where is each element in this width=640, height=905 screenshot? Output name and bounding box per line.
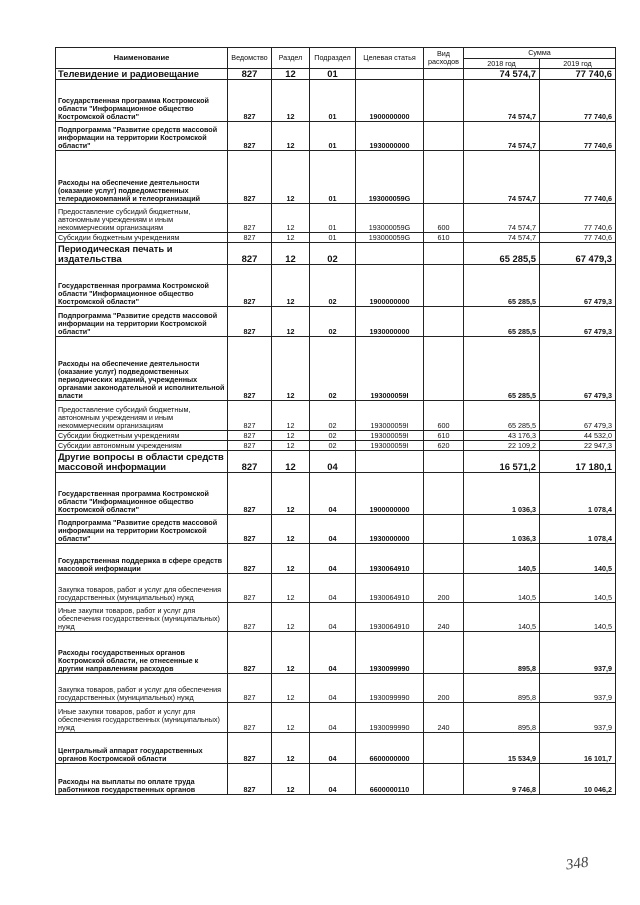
table-row: [56, 674, 616, 703]
cell-razdel: 12: [272, 544, 310, 574]
cell-vedomstvo: 827: [228, 337, 272, 401]
cell-celevaya-statya: 1930000000: [356, 122, 424, 151]
budget-table: [55, 47, 616, 795]
header-podrazdel: Подраздел: [310, 48, 356, 69]
cell-vid-rashodov: 200: [424, 674, 464, 703]
cell-vedomstvo: 827: [228, 441, 272, 451]
table-row: [56, 473, 616, 515]
cell-vedomstvo: 827: [228, 632, 272, 674]
cell-name: Расходы на обеспечение деятельности (оказание услуг) подведомственных периодических изданий, учрежденных органами законодательной и исполнительной власти: [56, 337, 228, 401]
cell-sum-2019: 44 532,0: [540, 431, 616, 441]
table-row: [56, 441, 616, 451]
cell-razdel: 12: [272, 764, 310, 795]
header-razdel: Раздел: [272, 48, 310, 69]
cell-sum-2019: 937,9: [540, 632, 616, 674]
table-row: [56, 151, 616, 204]
cell-razdel: 12: [272, 243, 310, 265]
table-row: [56, 307, 616, 337]
cell-celevaya-statya: 1930064910: [356, 544, 424, 574]
cell-name: Иные закупки товаров, работ и услуг для обеспечения государственных (муниципальных) нужд: [56, 603, 228, 632]
cell-celevaya-statya: [356, 69, 424, 80]
cell-podrazdel: 04: [310, 574, 356, 603]
cell-razdel: 12: [272, 204, 310, 233]
cell-podrazdel: 02: [310, 337, 356, 401]
cell-celevaya-statya: 1930064910: [356, 574, 424, 603]
cell-razdel: 12: [272, 307, 310, 337]
header-celevaya-statya: Целевая статья: [356, 48, 424, 69]
cell-sum-2019: 67 479,3: [540, 243, 616, 265]
cell-sum-2018: 65 285,5: [464, 307, 540, 337]
cell-vid-rashodov: [424, 544, 464, 574]
cell-razdel: 12: [272, 733, 310, 764]
cell-name: Периодическая печать и издательства: [56, 243, 228, 265]
cell-sum-2018: 895,8: [464, 674, 540, 703]
cell-celevaya-statya: 6600000110: [356, 764, 424, 795]
cell-vedomstvo: 827: [228, 265, 272, 307]
table-row: [56, 574, 616, 603]
table-row: [56, 337, 616, 401]
cell-razdel: 12: [272, 603, 310, 632]
table-row: [56, 764, 616, 795]
cell-razdel: 12: [272, 401, 310, 431]
header-vedomstvo: Ведомство: [228, 48, 272, 69]
table-row: [56, 204, 616, 233]
header-name: Наименование: [56, 48, 228, 69]
cell-sum-2019: 140,5: [540, 574, 616, 603]
cell-podrazdel: 01: [310, 80, 356, 122]
cell-celevaya-statya: 1900000000: [356, 265, 424, 307]
cell-sum-2018: 140,5: [464, 603, 540, 632]
cell-vedomstvo: 827: [228, 80, 272, 122]
cell-name: Субсидии бюджетным учреждениям: [56, 431, 228, 441]
cell-celevaya-statya: 193000059G: [356, 233, 424, 243]
cell-sum-2019: 67 479,3: [540, 265, 616, 307]
cell-sum-2018: 74 574,7: [464, 233, 540, 243]
cell-razdel: 12: [272, 69, 310, 80]
cell-sum-2018: 22 109,2: [464, 441, 540, 451]
cell-name: Подпрограмма "Развитие средств массовой информации на территории Костромской области": [56, 122, 228, 151]
cell-celevaya-statya: 1930000000: [356, 515, 424, 544]
cell-razdel: 12: [272, 265, 310, 307]
cell-name: Предоставление субсидий бюджетным, автономным учреждениям и иным некоммерческим организациям: [56, 401, 228, 431]
cell-razdel: 12: [272, 233, 310, 243]
cell-sum-2019: 77 740,6: [540, 80, 616, 122]
cell-vid-rashodov: [424, 733, 464, 764]
cell-sum-2018: 895,8: [464, 632, 540, 674]
cell-sum-2018: 74 574,7: [464, 69, 540, 80]
cell-podrazdel: 02: [310, 431, 356, 441]
cell-name: Государственная программа Костромской области "Информационное общество Костромской области": [56, 265, 228, 307]
cell-podrazdel: 01: [310, 204, 356, 233]
cell-name: Закупка товаров, работ и услуг для обеспечения государственных (муниципальных) нужд: [56, 674, 228, 703]
cell-name: Субсидии бюджетным учреждениям: [56, 233, 228, 243]
cell-celevaya-statya: 1900000000: [356, 473, 424, 515]
cell-sum-2019: 67 479,3: [540, 401, 616, 431]
cell-sum-2018: 43 176,3: [464, 431, 540, 441]
cell-vedomstvo: 827: [228, 204, 272, 233]
header-summa: Сумма: [464, 48, 616, 59]
cell-vid-rashodov: 200: [424, 574, 464, 603]
cell-sum-2018: 74 574,7: [464, 151, 540, 204]
table-row: [56, 733, 616, 764]
cell-vid-rashodov: [424, 307, 464, 337]
table-row: [56, 431, 616, 441]
table-row: [56, 603, 616, 632]
cell-vedomstvo: 827: [228, 122, 272, 151]
cell-razdel: 12: [272, 441, 310, 451]
cell-podrazdel: 02: [310, 243, 356, 265]
cell-podrazdel: 04: [310, 632, 356, 674]
cell-vedomstvo: 827: [228, 473, 272, 515]
cell-vedomstvo: 827: [228, 733, 272, 764]
cell-vid-rashodov: [424, 632, 464, 674]
cell-sum-2018: 74 574,7: [464, 204, 540, 233]
cell-podrazdel: 04: [310, 703, 356, 733]
cell-sum-2018: 1 036,3: [464, 515, 540, 544]
cell-vid-rashodov: 610: [424, 233, 464, 243]
cell-sum-2019: 67 479,3: [540, 337, 616, 401]
cell-podrazdel: 01: [310, 233, 356, 243]
cell-sum-2018: 16 571,2: [464, 451, 540, 473]
cell-vid-rashodov: [424, 243, 464, 265]
cell-podrazdel: 02: [310, 441, 356, 451]
cell-name: Расходы государственных органов Костромской области, не отнесенные к другим направлениям расходов: [56, 632, 228, 674]
table-row: [56, 265, 616, 307]
cell-sum-2019: 937,9: [540, 674, 616, 703]
cell-podrazdel: 02: [310, 307, 356, 337]
cell-podrazdel: 04: [310, 674, 356, 703]
cell-vid-rashodov: [424, 122, 464, 151]
table-row: [56, 632, 616, 674]
cell-sum-2019: 16 101,7: [540, 733, 616, 764]
cell-razdel: 12: [272, 337, 310, 401]
cell-vid-rashodov: 240: [424, 703, 464, 733]
table-row: [56, 69, 616, 80]
cell-vid-rashodov: [424, 451, 464, 473]
cell-name: Центральный аппарат государственных органов Костромской области: [56, 733, 228, 764]
cell-vedomstvo: 827: [228, 674, 272, 703]
cell-podrazdel: 04: [310, 515, 356, 544]
cell-podrazdel: 01: [310, 122, 356, 151]
cell-name: Расходы на обеспечение деятельности (оказание услуг) подведомственных телерадиокомпаний и телеорганизаций: [56, 151, 228, 204]
table-body: [56, 69, 616, 795]
table-row: [56, 233, 616, 243]
header-year-2018: 2018 год: [464, 59, 540, 69]
cell-celevaya-statya: 1930099990: [356, 632, 424, 674]
cell-vid-rashodov: [424, 80, 464, 122]
cell-vedomstvo: 827: [228, 431, 272, 441]
cell-sum-2018: 65 285,5: [464, 265, 540, 307]
cell-sum-2019: 77 740,6: [540, 204, 616, 233]
cell-name: Предоставление субсидий бюджетным, автономным учреждениям и иным некоммерческим организациям: [56, 204, 228, 233]
header-year-2019: 2019 год: [540, 59, 616, 69]
cell-vid-rashodov: [424, 69, 464, 80]
cell-vid-rashodov: 600: [424, 204, 464, 233]
table-header: [56, 48, 616, 69]
cell-podrazdel: 01: [310, 151, 356, 204]
cell-name: Субсидии автономным учреждениям: [56, 441, 228, 451]
cell-vid-rashodov: [424, 473, 464, 515]
cell-name: Иные закупки товаров, работ и услуг для обеспечения государственных (муниципальных) нужд: [56, 703, 228, 733]
cell-podrazdel: 04: [310, 544, 356, 574]
cell-sum-2018: 74 574,7: [464, 122, 540, 151]
cell-sum-2018: 65 285,5: [464, 243, 540, 265]
cell-vedomstvo: 827: [228, 151, 272, 204]
cell-name: Государственная программа Костромской области "Информационное общество Костромской области": [56, 473, 228, 515]
cell-podrazdel: 02: [310, 265, 356, 307]
cell-sum-2019: 17 180,1: [540, 451, 616, 473]
cell-podrazdel: 04: [310, 764, 356, 795]
cell-vedomstvo: 827: [228, 515, 272, 544]
cell-sum-2019: 140,5: [540, 544, 616, 574]
cell-podrazdel: 04: [310, 733, 356, 764]
cell-name: Телевидение и радиовещание: [56, 69, 228, 80]
table-row: [56, 451, 616, 473]
cell-sum-2019: 1 078,4: [540, 515, 616, 544]
cell-vid-rashodov: [424, 515, 464, 544]
cell-name: Другие вопросы в области средств массовой информации: [56, 451, 228, 473]
cell-sum-2018: 140,5: [464, 544, 540, 574]
page-number: 348: [564, 854, 590, 874]
cell-name: Подпрограмма "Развитие средств массовой информации на территории Костромской области": [56, 307, 228, 337]
cell-sum-2019: 77 740,6: [540, 69, 616, 80]
cell-sum-2019: 22 947,3: [540, 441, 616, 451]
cell-name: Государственная поддержка в сфере средств массовой информации: [56, 544, 228, 574]
cell-vid-rashodov: 620: [424, 441, 464, 451]
cell-podrazdel: 01: [310, 69, 356, 80]
cell-razdel: 12: [272, 515, 310, 544]
cell-celevaya-statya: 6600000000: [356, 733, 424, 764]
cell-razdel: 12: [272, 473, 310, 515]
cell-razdel: 12: [272, 574, 310, 603]
table-row: [56, 515, 616, 544]
cell-vedomstvo: 827: [228, 69, 272, 80]
table-row: [56, 703, 616, 733]
cell-sum-2019: 1 078,4: [540, 473, 616, 515]
cell-sum-2019: 140,5: [540, 603, 616, 632]
cell-vedomstvo: 827: [228, 307, 272, 337]
cell-sum-2018: 15 534,9: [464, 733, 540, 764]
cell-sum-2018: 140,5: [464, 574, 540, 603]
cell-vid-rashodov: 610: [424, 431, 464, 441]
cell-razdel: 12: [272, 151, 310, 204]
budget-table-sheet: [55, 47, 615, 795]
cell-celevaya-statya: 193000059G: [356, 204, 424, 233]
cell-podrazdel: 04: [310, 603, 356, 632]
table-row: [56, 243, 616, 265]
cell-podrazdel: 04: [310, 473, 356, 515]
cell-sum-2019: 67 479,3: [540, 307, 616, 337]
header-vid-rashodov: Вид расходов: [424, 48, 464, 69]
cell-razdel: 12: [272, 122, 310, 151]
cell-vedomstvo: 827: [228, 764, 272, 795]
cell-celevaya-statya: 193000059I: [356, 441, 424, 451]
cell-vedomstvo: 827: [228, 603, 272, 632]
cell-vid-rashodov: [424, 764, 464, 795]
cell-vid-rashodov: 240: [424, 603, 464, 632]
cell-name: Подпрограмма "Развитие средств массовой информации на территории Костромской области": [56, 515, 228, 544]
cell-celevaya-statya: [356, 243, 424, 265]
cell-sum-2018: 65 285,5: [464, 401, 540, 431]
cell-vedomstvo: 827: [228, 233, 272, 243]
table-row: [56, 80, 616, 122]
cell-celevaya-statya: 1930000000: [356, 307, 424, 337]
cell-razdel: 12: [272, 674, 310, 703]
cell-sum-2019: 937,9: [540, 703, 616, 733]
cell-sum-2019: 10 046,2: [540, 764, 616, 795]
cell-celevaya-statya: 1900000000: [356, 80, 424, 122]
cell-sum-2019: 77 740,6: [540, 122, 616, 151]
cell-vid-rashodov: [424, 337, 464, 401]
cell-name: Закупка товаров, работ и услуг для обеспечения государственных (муниципальных) нужд: [56, 574, 228, 603]
cell-celevaya-statya: [356, 451, 424, 473]
cell-name: Расходы на выплаты по оплате труда работников государственных органов: [56, 764, 228, 795]
cell-vedomstvo: 827: [228, 243, 272, 265]
cell-celevaya-statya: 1930099990: [356, 703, 424, 733]
cell-vid-rashodov: [424, 151, 464, 204]
cell-vid-rashodov: 600: [424, 401, 464, 431]
table-row: [56, 544, 616, 574]
cell-sum-2019: 77 740,6: [540, 233, 616, 243]
cell-razdel: 12: [272, 451, 310, 473]
cell-vedomstvo: 827: [228, 401, 272, 431]
cell-sum-2019: 77 740,6: [540, 151, 616, 204]
cell-sum-2018: 1 036,3: [464, 473, 540, 515]
cell-vedomstvo: 827: [228, 574, 272, 603]
cell-celevaya-statya: 1930064910: [356, 603, 424, 632]
cell-vedomstvo: 827: [228, 703, 272, 733]
cell-vid-rashodov: [424, 265, 464, 307]
table-row: [56, 401, 616, 431]
cell-podrazdel: 04: [310, 451, 356, 473]
cell-sum-2018: 65 285,5: [464, 337, 540, 401]
cell-name: Государственная программа Костромской области "Информационное общество Костромской области": [56, 80, 228, 122]
cell-celevaya-statya: 193000059I: [356, 337, 424, 401]
cell-razdel: 12: [272, 632, 310, 674]
cell-celevaya-statya: 193000059I: [356, 401, 424, 431]
cell-sum-2018: 74 574,7: [464, 80, 540, 122]
cell-vedomstvo: 827: [228, 544, 272, 574]
cell-razdel: 12: [272, 431, 310, 441]
cell-razdel: 12: [272, 80, 310, 122]
cell-razdel: 12: [272, 703, 310, 733]
cell-sum-2018: 895,8: [464, 703, 540, 733]
cell-sum-2018: 9 746,8: [464, 764, 540, 795]
cell-celevaya-statya: 193000059I: [356, 431, 424, 441]
cell-celevaya-statya: 193000059G: [356, 151, 424, 204]
cell-vedomstvo: 827: [228, 451, 272, 473]
cell-podrazdel: 02: [310, 401, 356, 431]
table-row: [56, 122, 616, 151]
cell-celevaya-statya: 1930099990: [356, 674, 424, 703]
